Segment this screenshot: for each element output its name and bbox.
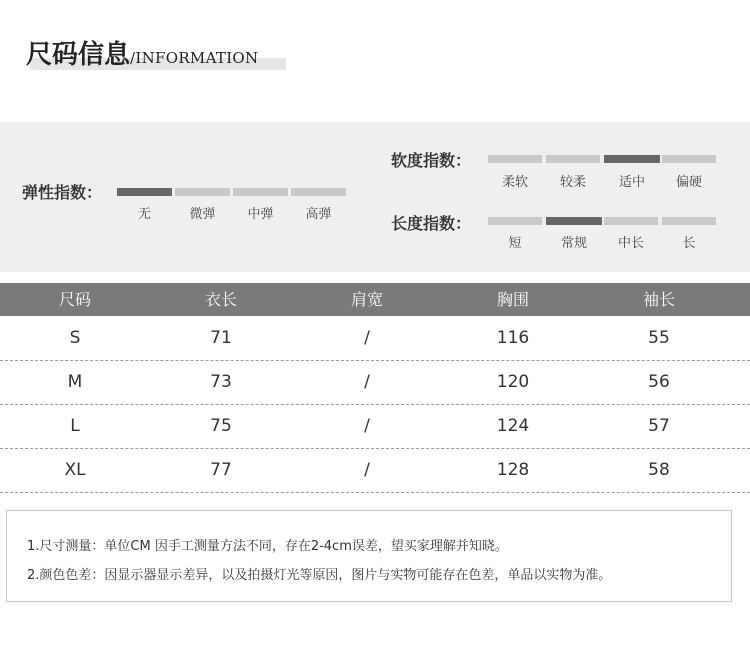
elasticity-segment-3 <box>233 188 288 196</box>
column-header-size: 尺码 <box>58 290 91 309</box>
table-cell: 128 <box>496 460 530 480</box>
table-cell: / <box>364 328 370 348</box>
table-cell: 120 <box>496 372 530 392</box>
table-cell: 73 <box>210 372 232 392</box>
table-cell: 124 <box>496 416 530 436</box>
table-cell: / <box>364 372 370 392</box>
column-header-length: 衣长 <box>204 290 237 309</box>
elasticity-segment-2 <box>175 188 230 196</box>
title-zh: 尺码信息 <box>26 40 131 70</box>
column-header-chest: 胸围 <box>496 290 529 309</box>
length-segment-2 <box>546 217 602 225</box>
softness-segment-2 <box>546 155 600 163</box>
elasticity-segment-4 <box>291 188 346 196</box>
table-cell: S <box>69 328 81 348</box>
index-panel <box>0 122 750 272</box>
softness-option: 较柔 <box>559 175 586 190</box>
table-row <box>0 404 750 449</box>
length-label: 长度指数： <box>391 214 472 233</box>
length-segment-3 <box>604 217 658 225</box>
column-header-sleeve: 袖长 <box>642 290 675 309</box>
title-text <box>26 34 258 71</box>
table-cell: M <box>67 372 83 392</box>
softness-segment-3 <box>604 155 660 163</box>
table-row <box>0 360 750 405</box>
length-segment-1 <box>488 217 542 225</box>
table-cell: 71 <box>210 328 232 348</box>
elasticity-option: 无 <box>137 207 151 222</box>
section-title <box>26 34 286 70</box>
elasticity-label: 弹性指数： <box>22 183 103 202</box>
notes-box <box>6 510 732 602</box>
softness-segment-4 <box>662 155 716 163</box>
column-header-shoulder: 肩宽 <box>350 290 383 309</box>
table-cell: XL <box>64 460 86 480</box>
note-color-difference: 2.颜色色差：因显示器显示差异，以及拍摄灯光等原因，图片与实物可能存在色差，单品以实物为准。 <box>27 568 612 583</box>
table-header <box>0 283 750 316</box>
length-option: 短 <box>508 236 522 251</box>
table-row <box>0 448 750 493</box>
table-cell: / <box>364 460 370 480</box>
table-cell: 58 <box>648 460 670 480</box>
softness-segment-1 <box>488 155 542 163</box>
table-cell: 57 <box>648 416 670 436</box>
table-cell: 77 <box>210 460 232 480</box>
note-measurement: 1.尺寸测量：单位CM 因手工测量方法不同，存在2-4cm误差，望买家理解并知晓。 <box>27 539 508 554</box>
elasticity-option: 中弹 <box>247 207 274 222</box>
length-option: 长 <box>682 236 696 251</box>
softness-option: 偏硬 <box>675 175 702 190</box>
softness-option: 柔软 <box>501 175 528 190</box>
table-row <box>0 316 750 361</box>
table-cell: 116 <box>496 328 530 348</box>
table-cell: 75 <box>210 416 232 436</box>
length-option: 常规 <box>560 236 587 251</box>
elasticity-segment-1 <box>117 188 172 196</box>
softness-option: 适中 <box>618 175 645 190</box>
title-en: /INFORMATION <box>130 49 259 67</box>
elasticity-option: 高弹 <box>305 207 332 222</box>
softness-label: 软度指数： <box>391 151 472 170</box>
table-cell: 55 <box>648 328 670 348</box>
table-cell: / <box>364 416 370 436</box>
table-cell: L <box>70 416 80 436</box>
length-segment-4 <box>662 217 716 225</box>
length-option: 中长 <box>617 236 644 251</box>
elasticity-option: 微弹 <box>189 207 216 222</box>
table-cell: 56 <box>648 372 670 392</box>
